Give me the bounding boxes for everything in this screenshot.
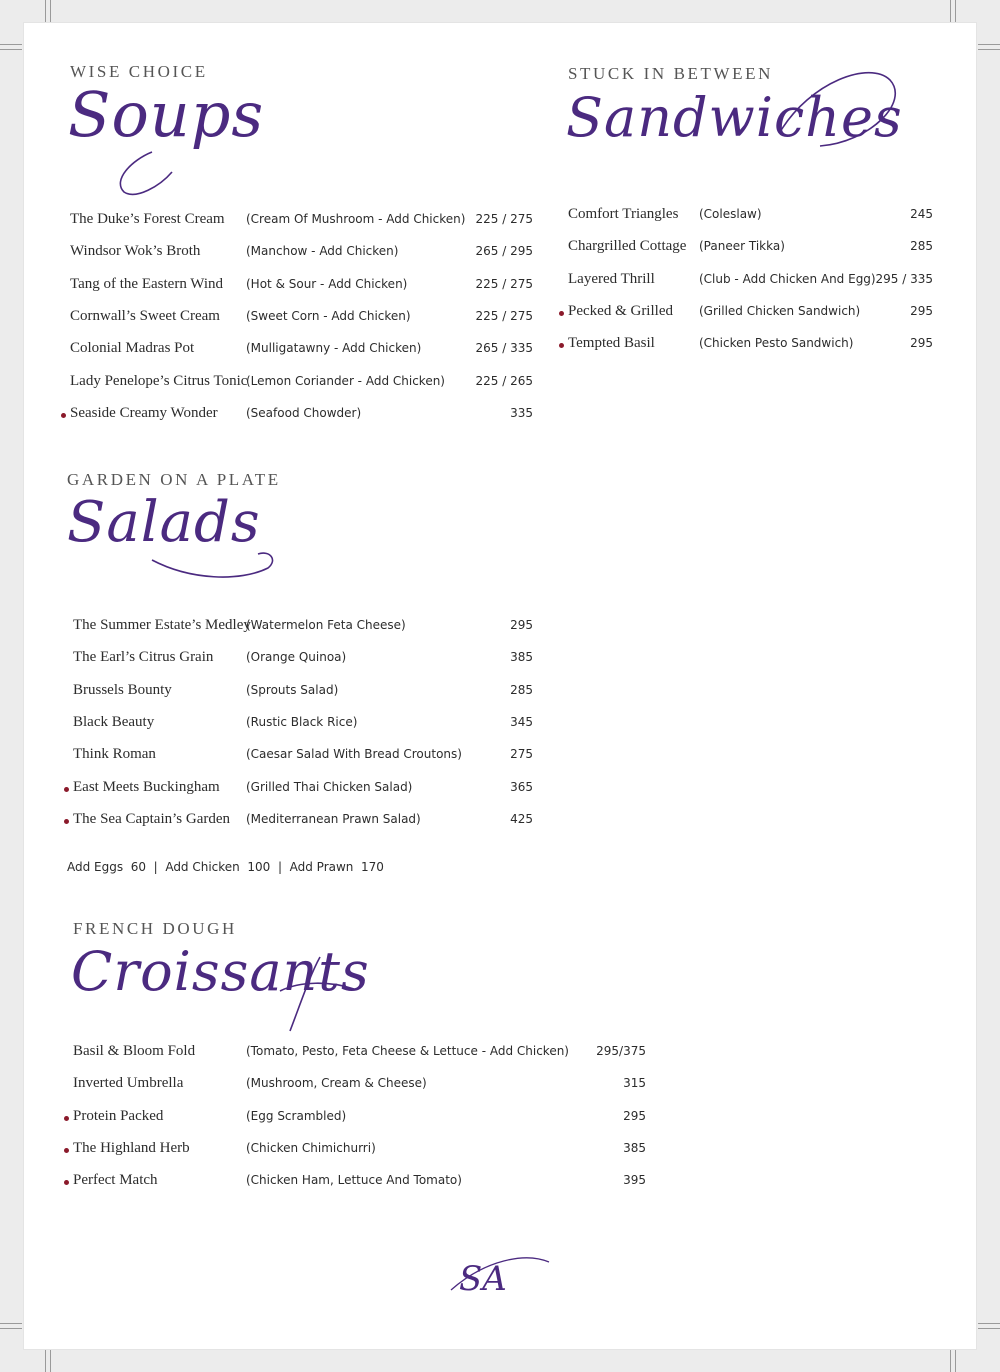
item-name: Cornwall’s Sweet Cream [70, 308, 220, 324]
item-description: (Coleslaw) [699, 207, 762, 221]
salads-flourish-icon [150, 540, 280, 585]
item-name: Windsor Wok’s Broth [70, 243, 201, 259]
crop-mark [978, 1323, 1000, 1324]
item-price: 295 [510, 618, 533, 632]
item-price: 245 [910, 207, 933, 221]
item-description: (Mediterranean Prawn Salad) [246, 812, 421, 826]
crop-mark [45, 0, 46, 22]
item-name: The Sea Captain’s Garden [73, 811, 231, 827]
item-price: 315 [623, 1076, 646, 1090]
crop-mark [0, 1323, 22, 1324]
item-name: The Highland Herb [73, 1140, 190, 1156]
item-name: Basil & Bloom Fold [73, 1043, 196, 1059]
item-name: Seaside Creamy Wonder [70, 405, 218, 421]
item-price: 265 / 295 [475, 244, 533, 258]
crop-mark [955, 1350, 956, 1372]
item-name: East Meets Buckingham [73, 779, 220, 795]
nonveg-marker-icon [64, 1116, 69, 1121]
item-price: 285 [910, 239, 933, 253]
item-description: (Mulligatawny - Add Chicken) [246, 341, 422, 355]
item-description: (Paneer Tikka) [699, 239, 785, 253]
crop-mark [978, 1328, 1000, 1329]
item-description: (Tomato, Pesto, Feta Cheese & Lettuce - Add Chicken) [246, 1044, 569, 1058]
item-price: 395 [623, 1173, 646, 1187]
item-description: (Grilled Thai Chicken Salad) [246, 780, 413, 794]
item-name: Think Roman [73, 746, 156, 762]
crop-mark [950, 0, 951, 22]
item-price: 225 / 275 [475, 309, 533, 323]
item-description: (Hot & Sour - Add Chicken) [246, 277, 408, 291]
item-name: Inverted Umbrella [73, 1075, 184, 1091]
item-name: Lady Penelope’s Citrus Tonic [70, 373, 248, 389]
item-description: (Chicken Chimichurri) [246, 1141, 376, 1155]
item-price: 385 [623, 1141, 646, 1155]
item-price: 425 [510, 812, 533, 826]
item-description: (Watermelon Feta Cheese) [246, 618, 406, 632]
soups-kicker: WISE CHOICE [70, 62, 208, 81]
nonveg-marker-icon [64, 819, 69, 824]
item-description: (Chicken Ham, Lettuce And Tomato) [246, 1173, 462, 1187]
item-description: (Orange Quinoa) [246, 650, 347, 664]
salads-title: Salads [67, 490, 261, 555]
item-description: (Lemon Coriander - Add Chicken) [246, 374, 445, 388]
sandwiches-title: Sandwiches [566, 86, 903, 149]
crop-mark [0, 44, 22, 45]
item-price: 295/375 [596, 1044, 646, 1058]
item-description: (Cream Of Mushroom - Add Chicken) [246, 212, 466, 226]
item-price: 225 / 275 [475, 212, 533, 226]
monogram-text: SA [459, 1259, 507, 1299]
monogram-logo-icon [445, 1250, 555, 1310]
item-name: Colonial Madras Pot [70, 340, 195, 356]
item-description: (Club - Add Chicken And Egg) [699, 272, 876, 286]
item-price: 225 / 265 [475, 374, 533, 388]
sandwiches-kicker: STUCK IN BETWEEN [568, 64, 773, 83]
crop-mark [0, 49, 22, 50]
item-price: 285 [510, 683, 533, 697]
item-price: 295 / 335 [875, 272, 933, 286]
item-name: Chargrilled Cottage [568, 238, 687, 254]
crop-mark [978, 44, 1000, 45]
crop-mark [50, 1350, 51, 1372]
soups-title: Soups [68, 78, 265, 151]
item-price: 265 / 335 [475, 341, 533, 355]
item-name: Comfort Triangles [568, 206, 679, 222]
item-description: (Mushroom, Cream & Cheese) [246, 1076, 427, 1090]
item-price: 335 [510, 406, 533, 420]
nonveg-marker-icon [559, 311, 564, 316]
nonveg-marker-icon [64, 1180, 69, 1185]
item-description: (Sweet Corn - Add Chicken) [246, 309, 411, 323]
crop-mark [955, 0, 956, 22]
sandwiches-flourish-icon [760, 62, 910, 162]
croissants-title: Croissants [71, 940, 370, 1003]
crop-mark [45, 1350, 46, 1372]
item-price: 295 [910, 304, 933, 318]
croissants-flourish-icon [270, 955, 360, 1035]
crop-mark [50, 0, 51, 22]
item-name: Black Beauty [73, 714, 155, 730]
item-name: Perfect Match [73, 1172, 158, 1188]
nonveg-marker-icon [61, 413, 66, 418]
item-price: 385 [510, 650, 533, 664]
item-description: (Rustic Black Rice) [246, 715, 358, 729]
item-price: 295 [910, 336, 933, 350]
item-name: Brussels Bounty [73, 682, 172, 698]
croissants-kicker: FRENCH DOUGH [73, 919, 237, 938]
item-name: The Summer Estate’s Medley [73, 617, 251, 633]
crop-mark [0, 1328, 22, 1329]
item-name: Tempted Basil [568, 335, 655, 351]
item-price: 295 [623, 1109, 646, 1123]
salads-kicker: GARDEN ON A PLATE [67, 470, 281, 489]
item-price: 365 [510, 780, 533, 794]
item-description: (Chicken Pesto Sandwich) [699, 336, 854, 350]
nonveg-marker-icon [559, 343, 564, 348]
item-description: (Seafood Chowder) [246, 406, 362, 420]
item-description: (Sprouts Salad) [246, 683, 339, 697]
item-description: (Grilled Chicken Sandwich) [699, 304, 861, 318]
salad-addons-note: Add Eggs 60 | Add Chicken 100 | Add Prawn 170 [67, 860, 384, 874]
item-name: Tang of the Eastern Wind [70, 276, 224, 292]
crop-mark [978, 49, 1000, 50]
item-name: Pecked & Grilled [568, 303, 673, 319]
item-name: Layered Thrill [568, 271, 655, 287]
item-name: The Duke’s Forest Cream [70, 211, 225, 227]
item-price: 225 / 275 [475, 277, 533, 291]
nonveg-marker-icon [64, 787, 69, 792]
soups-flourish-icon [112, 150, 192, 200]
item-price: 275 [510, 747, 533, 761]
item-description: (Manchow - Add Chicken) [246, 244, 399, 258]
nonveg-marker-icon [64, 1148, 69, 1153]
item-name: The Earl’s Citrus Grain [73, 649, 214, 665]
item-price: 345 [510, 715, 533, 729]
item-description: (Caesar Salad With Bread Croutons) [246, 747, 462, 761]
crop-mark [950, 1350, 951, 1372]
item-description: (Egg Scrambled) [246, 1109, 347, 1123]
item-name: Protein Packed [73, 1108, 164, 1124]
